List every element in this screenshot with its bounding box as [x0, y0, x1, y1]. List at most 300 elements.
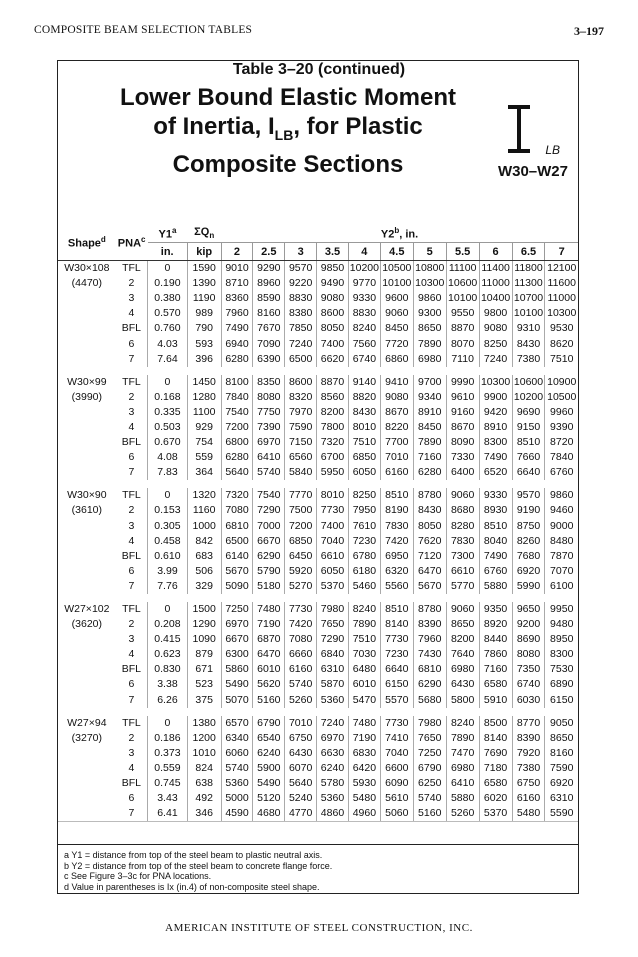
col-y2-5.5: 5.5 — [446, 243, 479, 261]
ilb-cell: 6390 — [253, 352, 285, 367]
ilb-cell: 8360 — [221, 291, 253, 306]
table-row — [58, 564, 578, 579]
ilb-cell: 6840 — [317, 647, 349, 662]
ilb-cell: 9390 — [545, 420, 578, 435]
ilb-cell: 6070 — [285, 761, 317, 776]
y1-cell: 0.830 — [148, 662, 188, 677]
pna-cell: 3 — [128, 746, 135, 759]
y1-cell: 0.458 — [148, 534, 188, 549]
ilb-cell: 11300 — [512, 276, 545, 291]
ilb-cell: 8930 — [479, 503, 512, 518]
ilb-cell: 5480 — [512, 806, 545, 822]
ilb-cell: 5490 — [253, 776, 285, 791]
ilb-cell: 7510 — [545, 352, 578, 367]
ilb-cell: 8010 — [317, 488, 349, 503]
ilb-cell: 7240 — [285, 336, 317, 351]
ilb-cell: 5640 — [221, 465, 253, 480]
ilb-cell: 7400 — [317, 519, 349, 534]
pna-cell: 6 — [128, 337, 135, 350]
ilb-cell: 8650 — [446, 617, 479, 632]
table-row — [58, 617, 578, 632]
col-y2-5: 5 — [413, 243, 446, 261]
table-row — [58, 306, 578, 321]
y1-cell: 7.76 — [148, 579, 188, 594]
ilb-cell: 10500 — [380, 261, 413, 277]
ilb-cell: 8160 — [545, 746, 578, 761]
shape-cell: (3620) — [71, 618, 103, 631]
ilb-cell: 11800 — [512, 261, 545, 277]
pna-cell: 7 — [128, 466, 135, 479]
ilb-cell: 6470 — [253, 647, 285, 662]
ilb-cell: 7240 — [479, 352, 512, 367]
ilb-cell: 7560 — [348, 336, 380, 351]
ilb-cell: 9860 — [413, 291, 446, 306]
ilb-cell: 6970 — [253, 435, 285, 450]
shape-cell — [58, 534, 116, 549]
ilb-cell: 6560 — [285, 450, 317, 465]
ilb-cell: 7650 — [413, 731, 446, 746]
ilb-cell: 10400 — [479, 291, 512, 306]
y1-cell: 4.08 — [148, 450, 188, 465]
pna-cell: BFL — [121, 777, 142, 790]
ilb-cell: 6420 — [348, 761, 380, 776]
ilb-cell: 8910 — [413, 405, 446, 420]
beam-range: W30–W27 — [497, 163, 568, 180]
ilb-cell: 9060 — [446, 488, 479, 503]
ilb-cell: 9550 — [446, 306, 479, 321]
ilb-cell: 7540 — [253, 488, 285, 503]
sumqn-cell: 1500 — [187, 602, 221, 617]
ilb-cell: 5770 — [446, 579, 479, 594]
y1-cell: 0.610 — [148, 549, 188, 564]
ilb-cell: 7400 — [317, 336, 349, 351]
ilb-cell: 6980 — [413, 352, 446, 367]
table-row — [58, 503, 578, 518]
ilb-cell: 6940 — [221, 336, 253, 351]
table-row — [58, 420, 578, 435]
ilb-cell: 8250 — [479, 336, 512, 351]
pna-cell: 4 — [128, 307, 135, 320]
sumqn-cell: 523 — [187, 677, 221, 692]
ilb-cell: 7490 — [479, 549, 512, 564]
sumqn-cell: 671 — [187, 662, 221, 677]
ilb-cell: 8260 — [512, 534, 545, 549]
table-row — [58, 276, 578, 291]
shape-cell — [58, 662, 116, 677]
footnote-b: b Y2 = distance from top of the steel beam to concrete flange force. — [64, 860, 333, 871]
table-row — [58, 716, 578, 731]
ilb-cell: 8600 — [285, 375, 317, 390]
ilb-cell: 8830 — [348, 306, 380, 321]
ilb-cell: 6160 — [285, 662, 317, 677]
shape-cell: W30×99 — [67, 375, 107, 388]
ilb-cell: 10300 — [413, 276, 446, 291]
ilb-cell: 7230 — [348, 534, 380, 549]
ilb-cell: 9160 — [446, 405, 479, 420]
ilb-cell: 4680 — [253, 806, 285, 822]
ilb-cell: 6580 — [479, 677, 512, 692]
ilb-cell: 5740 — [221, 761, 253, 776]
data-table — [58, 225, 578, 822]
ilb-cell: 8600 — [317, 306, 349, 321]
ilb-cell: 8960 — [253, 276, 285, 291]
pna-cell: BFL — [121, 436, 142, 449]
page-footer: AMERICAN INSTITUTE OF STEEL CONSTRUCTION, INC. — [165, 922, 473, 934]
sumqn-cell: 1390 — [187, 276, 221, 291]
ilb-cell: 7950 — [348, 503, 380, 518]
y1-cell: 0.745 — [148, 776, 188, 791]
ilb-cell: 5670 — [413, 579, 446, 594]
ilb-cell: 6970 — [221, 617, 253, 632]
shape-cell — [58, 677, 116, 692]
ilb-cell: 7750 — [253, 405, 285, 420]
ilb-cell: 6660 — [285, 647, 317, 662]
pna-cell: 3 — [128, 292, 135, 305]
ilb-cell: 6790 — [253, 716, 285, 731]
ilb-cell: 7420 — [380, 534, 413, 549]
ilb-cell: 7490 — [221, 321, 253, 336]
ilb-cell: 6250 — [413, 776, 446, 791]
sumqn-cell: 1450 — [187, 375, 221, 390]
ilb-cell: 10100 — [446, 291, 479, 306]
ilb-cell: 8910 — [479, 420, 512, 435]
ilb-cell: 5090 — [221, 579, 253, 594]
pna-cell: 7 — [128, 693, 135, 706]
ilb-cell: 4590 — [221, 806, 253, 822]
ilb-cell: 6740 — [348, 352, 380, 367]
ilb-cell: 8870 — [317, 375, 349, 390]
ilb-cell: 5790 — [253, 564, 285, 579]
y1-cell: 0.503 — [148, 420, 188, 435]
ilb-cell: 5860 — [221, 662, 253, 677]
ilb-cell: 5490 — [221, 677, 253, 692]
ilb-cell: 7040 — [380, 746, 413, 761]
ilb-cell: 6670 — [253, 534, 285, 549]
sumqn-cell: 842 — [187, 534, 221, 549]
ilb-cell: 7610 — [348, 519, 380, 534]
shape-cell — [58, 519, 116, 534]
sumqn-cell: 346 — [187, 806, 221, 822]
table-row — [58, 488, 578, 503]
ilb-cell: 5160 — [253, 693, 285, 708]
table-row — [58, 352, 578, 367]
pna-cell: 6 — [128, 564, 135, 577]
ilb-cell: 7720 — [380, 336, 413, 351]
title-line-3: Composite Sections — [172, 150, 404, 178]
ilb-cell: 8250 — [348, 488, 380, 503]
col-y2-6.5: 6.5 — [512, 243, 545, 261]
group-spacer — [58, 708, 578, 716]
table-row — [58, 632, 578, 647]
ilb-cell: 6500 — [221, 534, 253, 549]
ilb-cell: 5900 — [253, 761, 285, 776]
ilb-cell: 12100 — [545, 261, 578, 277]
ilb-cell: 9000 — [545, 519, 578, 534]
ilb-cell: 6750 — [285, 731, 317, 746]
sumqn-cell: 396 — [187, 352, 221, 367]
ilb-cell: 5740 — [413, 791, 446, 806]
ilb-cell: 8080 — [253, 390, 285, 405]
ilb-cell: 8050 — [413, 519, 446, 534]
pna-cell: 6 — [128, 678, 135, 691]
ilb-cell: 8300 — [479, 435, 512, 450]
ilb-cell: 10200 — [348, 261, 380, 277]
ilb-cell: 6060 — [221, 746, 253, 761]
ilb-cell: 7090 — [253, 336, 285, 351]
ilb-cell: 11000 — [545, 291, 578, 306]
shape-cell — [58, 450, 116, 465]
y1-cell: 0.570 — [148, 306, 188, 321]
col-sumqn-units: kip — [187, 243, 221, 261]
ilb-cell: 7890 — [446, 731, 479, 746]
y1-cell: 0.153 — [148, 503, 188, 518]
ilb-cell: 8620 — [545, 336, 578, 351]
ilb-cell: 6300 — [221, 647, 253, 662]
ilb-cell: 7830 — [380, 519, 413, 534]
ilb-cell: 8920 — [479, 617, 512, 632]
section-title: COMPOSITE BEAM SELECTION TABLES — [34, 24, 253, 36]
ilb-cell: 6480 — [348, 662, 380, 677]
pna-cell: TFL — [122, 262, 141, 275]
sumqn-cell: 879 — [187, 647, 221, 662]
ilb-cell: 7730 — [317, 503, 349, 518]
ilb-cell: 7070 — [545, 564, 578, 579]
footnote-c: c See Figure 3–3c for PNA locations. — [64, 871, 212, 881]
ilb-cell: 5620 — [253, 677, 285, 692]
ilb-cell: 9330 — [348, 291, 380, 306]
ilb-cell: 8670 — [380, 405, 413, 420]
ilb-cell: 9800 — [479, 306, 512, 321]
y1-cell: 0.335 — [148, 405, 188, 420]
group-spacer — [58, 480, 578, 488]
ilb-cell: 6640 — [380, 662, 413, 677]
ilb-cell: 7290 — [317, 632, 349, 647]
table-row — [58, 549, 578, 564]
table-row — [58, 791, 578, 806]
ilb-cell: 8510 — [512, 435, 545, 450]
ilb-cell: 5570 — [380, 693, 413, 708]
ilb-cell: 9570 — [512, 488, 545, 503]
ilb-cell: 9140 — [348, 375, 380, 390]
ilb-cell: 6010 — [253, 662, 285, 677]
shape-cell — [58, 647, 116, 662]
ilb-cell: 7470 — [446, 746, 479, 761]
pna-cell: 2 — [128, 618, 135, 631]
ilb-cell: 8670 — [446, 420, 479, 435]
ilb-cell: 8680 — [446, 503, 479, 518]
col-y2-4.5: 4.5 — [380, 243, 413, 261]
y1-cell: 6.41 — [148, 806, 188, 822]
ilb-cell: 7190 — [253, 617, 285, 632]
pna-cell: 6 — [128, 792, 135, 805]
ilb-cell: 9010 — [221, 261, 253, 277]
table-frame — [57, 60, 579, 894]
ilb-cell: 6950 — [380, 549, 413, 564]
pna-cell: TFL — [122, 489, 141, 502]
sumqn-cell: 1000 — [187, 519, 221, 534]
ilb-cell: 7250 — [221, 602, 253, 617]
ilb-cell: 5950 — [317, 465, 349, 480]
pna-cell: TFL — [122, 716, 141, 729]
table-row — [58, 261, 578, 277]
ilb-cell: 8320 — [285, 390, 317, 405]
ilb-cell: 4860 — [317, 806, 349, 822]
ilb-cell: 6700 — [317, 450, 349, 465]
ilb-cell: 5780 — [317, 776, 349, 791]
ilb-cell: 6280 — [413, 465, 446, 480]
ilb-cell: 9850 — [317, 261, 349, 277]
ilb-cell: 5240 — [285, 791, 317, 806]
pna-cell: BFL — [121, 549, 142, 562]
table-row — [58, 647, 578, 662]
sumqn-cell: 1320 — [187, 488, 221, 503]
pna-cell: 3 — [128, 519, 135, 532]
ilb-cell: 10800 — [413, 261, 446, 277]
table-row — [58, 602, 578, 617]
ilb-cell: 7680 — [512, 549, 545, 564]
ilb-cell: 6540 — [253, 731, 285, 746]
page-header — [34, 24, 604, 40]
ilb-cell: 6240 — [317, 761, 349, 776]
ilb-cell: 7980 — [317, 602, 349, 617]
ilb-cell: 6050 — [348, 465, 380, 480]
shape-cell: (4470) — [71, 277, 103, 290]
shape-cell: W30×108 — [64, 262, 110, 275]
ilb-cell: 7480 — [253, 602, 285, 617]
shape-cell: (3990) — [71, 390, 103, 403]
ilb-cell: 6470 — [413, 564, 446, 579]
ilb-cell: 6850 — [285, 534, 317, 549]
ilb-cell: 8050 — [317, 321, 349, 336]
ilb-cell: 7510 — [348, 435, 380, 450]
footnote-a: a Y1 = distance from top of the steel beam to plastic neutral axis. — [64, 850, 323, 860]
table-row — [58, 465, 578, 480]
ilb-cell: 6810 — [413, 662, 446, 677]
sumqn-cell: 683 — [187, 549, 221, 564]
table-row — [58, 375, 578, 390]
y1-cell: 6.26 — [148, 693, 188, 708]
ilb-cell: 7320 — [221, 488, 253, 503]
ilb-cell: 8080 — [512, 647, 545, 662]
ilb-cell: 6520 — [479, 465, 512, 480]
ilb-cell: 9410 — [380, 375, 413, 390]
ilb-cell: 6180 — [348, 564, 380, 579]
ilb-cell: 7690 — [479, 746, 512, 761]
ilb-cell: 7290 — [253, 503, 285, 518]
table-row — [58, 450, 578, 465]
ilb-cell: 5360 — [317, 791, 349, 806]
ilb-cell: 8390 — [413, 617, 446, 632]
ilb-cell: 8160 — [253, 306, 285, 321]
ilb-cell: 8430 — [512, 336, 545, 351]
ilb-cell: 8450 — [413, 420, 446, 435]
table-row — [58, 806, 578, 822]
col-y2-2.5: 2.5 — [253, 243, 285, 261]
ilb-cell: 8780 — [413, 488, 446, 503]
ilb-cell: 9960 — [545, 405, 578, 420]
ilb-cell: 7180 — [479, 761, 512, 776]
sumqn-cell: 1380 — [187, 716, 221, 731]
ilb-cell: 9610 — [446, 390, 479, 405]
ilb-cell: 6450 — [285, 549, 317, 564]
ilb-cell: 7830 — [446, 534, 479, 549]
ilb-cell: 4770 — [285, 806, 317, 822]
ilb-cell: 6970 — [317, 731, 349, 746]
ilb-cell: 6920 — [545, 776, 578, 791]
pna-cell: TFL — [122, 375, 141, 388]
group-spacer — [58, 367, 578, 375]
y1-cell: 0.186 — [148, 731, 188, 746]
shape-cell — [58, 579, 116, 594]
shape-cell: (3270) — [71, 731, 103, 744]
table-row — [58, 519, 578, 534]
ilb-cell: 10500 — [545, 390, 578, 405]
ilb-cell: 9570 — [285, 261, 317, 277]
ilb-cell: 6160 — [380, 465, 413, 480]
ilb-cell: 5370 — [479, 806, 512, 822]
table-row — [58, 693, 578, 708]
ilb-cell: 11600 — [545, 276, 578, 291]
ilb-cell: 8380 — [285, 306, 317, 321]
ilb-cell: 6890 — [545, 677, 578, 692]
ilb-cell: 8240 — [446, 716, 479, 731]
ilb-cell: 7480 — [348, 716, 380, 731]
pna-cell: TFL — [122, 603, 141, 616]
ilb-cell: 5160 — [413, 806, 446, 822]
ilb-cell: 5880 — [446, 791, 479, 806]
ilb-cell: 6430 — [446, 677, 479, 692]
ilb-cell: 8720 — [545, 435, 578, 450]
ilb-cell: 7800 — [317, 420, 349, 435]
ilb-cell: 6920 — [512, 564, 545, 579]
ilb-cell: 7160 — [479, 662, 512, 677]
shape-cell — [58, 693, 116, 708]
y1-cell: 0.373 — [148, 746, 188, 761]
table-row — [58, 776, 578, 791]
ilb-cell: 5360 — [221, 776, 253, 791]
ilb-cell: 9650 — [512, 602, 545, 617]
ilb-cell: 7660 — [512, 450, 545, 465]
pna-cell: 7 — [116, 806, 148, 822]
ilb-cell: 8560 — [317, 390, 349, 405]
ilb-cell: 8300 — [545, 647, 578, 662]
ilb-cell: 8710 — [221, 276, 253, 291]
ilb-cell: 9950 — [545, 602, 578, 617]
ilb-cell: 8430 — [413, 503, 446, 518]
ilb-cell: 7890 — [413, 435, 446, 450]
ilb-cell: 9310 — [512, 321, 545, 336]
ilb-cell: 6620 — [317, 352, 349, 367]
sumqn-cell: 1010 — [187, 746, 221, 761]
ilb-cell: 7540 — [221, 405, 253, 420]
ilb-cell: 9200 — [512, 617, 545, 632]
ilb-cell: 9150 — [512, 420, 545, 435]
ilb-cell: 6010 — [348, 677, 380, 692]
ilb-cell: 6150 — [380, 677, 413, 692]
table-row — [58, 435, 578, 450]
ilb-cell: 6410 — [253, 450, 285, 465]
col-y2-group: Y2$^b$, in. — [221, 225, 578, 243]
ilb-cell: 9300 — [413, 306, 446, 321]
ilb-cell: 7620 — [413, 534, 446, 549]
y1-cell: 0 — [148, 602, 188, 617]
ilb-cell: 6850 — [348, 450, 380, 465]
table-row — [58, 761, 578, 776]
ilb-cell: 7380 — [512, 352, 545, 367]
ilb-cell: 7850 — [285, 321, 317, 336]
title-line-2-a: of Inertia, I — [153, 113, 275, 140]
y1-cell: 0.190 — [148, 276, 188, 291]
